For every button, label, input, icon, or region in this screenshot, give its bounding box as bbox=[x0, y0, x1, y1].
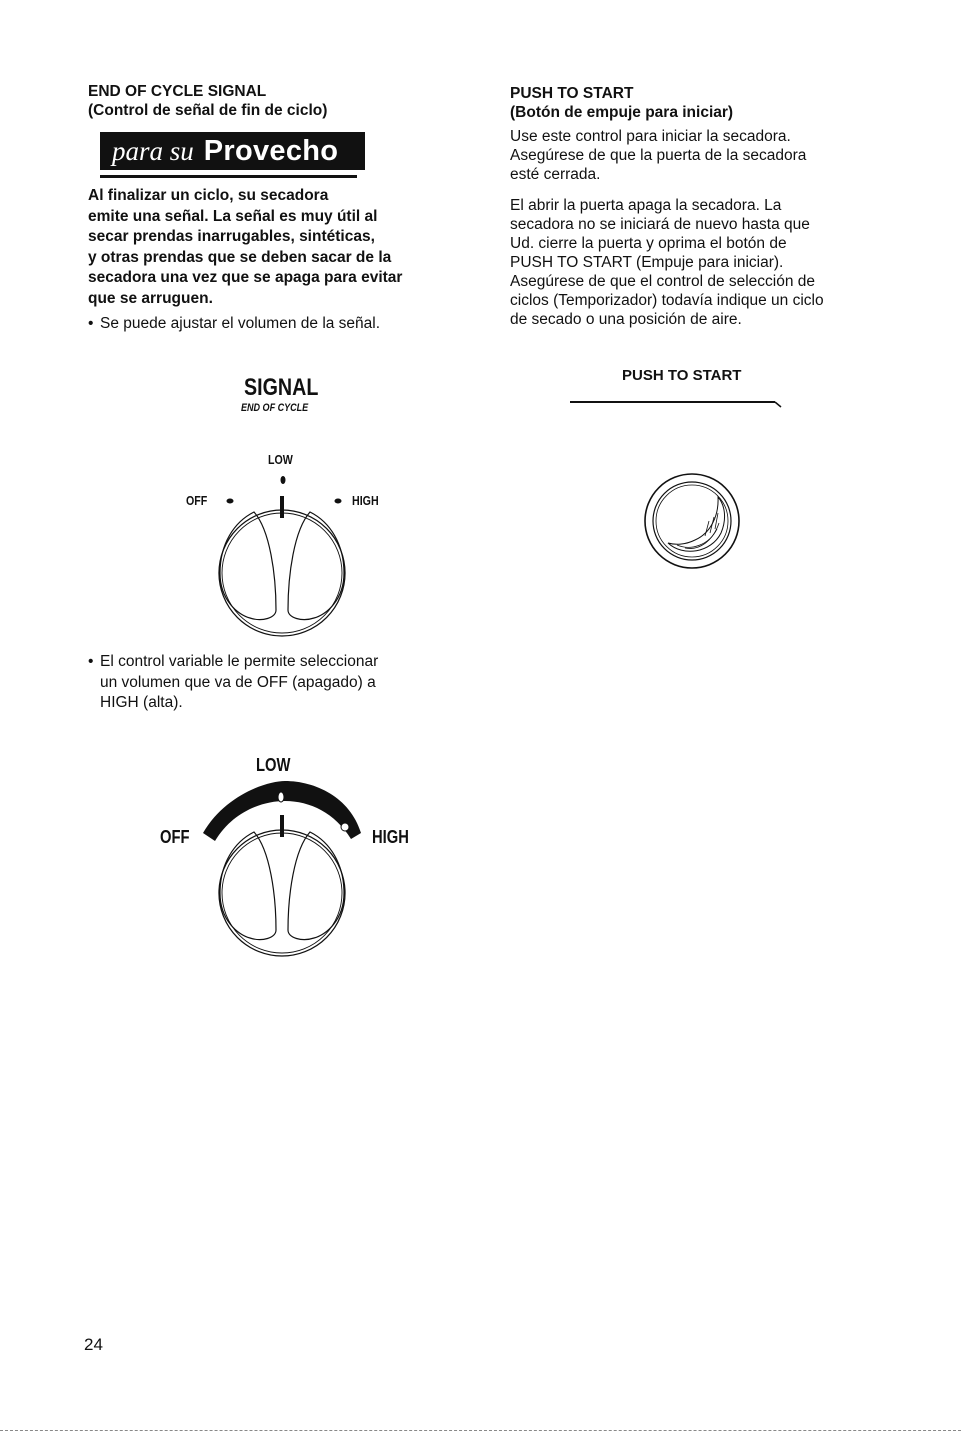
push-to-start-heading: PUSH TO START bbox=[510, 85, 634, 102]
dial1-off-label: OFF bbox=[186, 493, 208, 508]
push-to-start-paragraph-2 bbox=[510, 196, 824, 329]
bullet-variable-control bbox=[88, 652, 378, 714]
badge-italic-text: para su bbox=[112, 135, 194, 166]
para-line: Use este control para iniciar la secadora. bbox=[510, 128, 791, 145]
bold-line: Al finalizar un ciclo, su secadora bbox=[88, 187, 329, 204]
signal-dial-illustration bbox=[190, 460, 380, 660]
volume-range-dial-illustration bbox=[185, 775, 385, 975]
high-marker-icon bbox=[335, 499, 342, 504]
badge-bold-text: Provecho bbox=[203, 134, 339, 167]
para-line: esté cerrada. bbox=[510, 166, 601, 183]
push-button-outer-ring-icon[interactable] bbox=[645, 474, 739, 568]
push-to-start-button-illustration bbox=[565, 395, 785, 585]
knob-pointer-icon bbox=[280, 815, 284, 837]
signal-dial-subtitle: END OF CYCLE bbox=[241, 402, 309, 414]
para-line: PUSH TO START (Empuje para iniciar). bbox=[510, 254, 784, 271]
end-of-cycle-heading: END OF CYCLE SIGNAL bbox=[88, 83, 267, 100]
push-to-start-button-label: PUSH TO START bbox=[622, 367, 742, 384]
bullet-text: HIGH (alta). bbox=[100, 694, 183, 711]
bullet-text: un volumen que va de OFF (apagado) a bbox=[100, 673, 376, 691]
signal-dial-title: SIGNAL bbox=[244, 374, 319, 401]
page-number: 24 bbox=[84, 1335, 103, 1354]
dial2-high-label: HIGH bbox=[372, 827, 409, 847]
bullet-text: El control variable le permite seleccionar bbox=[100, 653, 379, 670]
badge-underline bbox=[100, 175, 357, 178]
bold-line: emite una señal. La señal es muy útil al bbox=[88, 207, 378, 225]
low-marker-icon bbox=[281, 476, 286, 484]
dial1-high-label: HIGH bbox=[352, 493, 379, 508]
para-line: secadora no se iniciará de nuevo hasta que bbox=[510, 216, 810, 233]
bold-line: y otras prendas que se deben sacar de la bbox=[88, 248, 392, 266]
para-line: ciclos (Temporizador) todavía indique un ciclo bbox=[510, 292, 824, 309]
off-marker-icon bbox=[227, 499, 234, 504]
bold-line: que se arruguen. bbox=[88, 289, 213, 307]
para-line: de secado o una posición de aire. bbox=[510, 311, 742, 328]
knob-pointer-icon bbox=[280, 496, 284, 518]
bottom-edge-line bbox=[0, 1430, 961, 1431]
dial2-low-label: LOW bbox=[256, 755, 291, 775]
push-to-start-subheading: (Botón de empuje para iniciar) bbox=[510, 104, 734, 121]
dial2-off-label: OFF bbox=[160, 827, 190, 847]
bold-line: secadora una vez que se apaga para evitar bbox=[88, 269, 403, 286]
signal-bold-paragraph bbox=[88, 186, 488, 309]
dial1-low-label: LOW bbox=[268, 452, 293, 467]
bullet-icon: • bbox=[88, 653, 94, 670]
para-line: Ud. cierre la puerta y oprima el botón de bbox=[510, 235, 787, 252]
bullet-text: Se puede ajustar el volumen de la señal. bbox=[100, 315, 381, 332]
bold-line: secar prendas inarrugables, sintéticas, bbox=[88, 228, 375, 245]
push-to-start-paragraph-1 bbox=[510, 127, 806, 184]
para-line: El abrir la puerta apaga la secadora. La bbox=[510, 197, 782, 214]
end-of-cycle-subheading: (Control de señal de fin de ciclo) bbox=[88, 102, 328, 119]
bullet-volume-adjust bbox=[88, 314, 380, 335]
knob-outer-ring-icon bbox=[219, 510, 345, 636]
para-su-provecho-badge bbox=[100, 132, 365, 178]
para-line: Asegúrese de que la puerta de la secadora bbox=[510, 147, 807, 164]
para-line: Asegúrese de que el control de selección de bbox=[510, 273, 816, 290]
knob-outer-ring-icon bbox=[219, 830, 345, 956]
bullet-icon: • bbox=[88, 315, 94, 332]
